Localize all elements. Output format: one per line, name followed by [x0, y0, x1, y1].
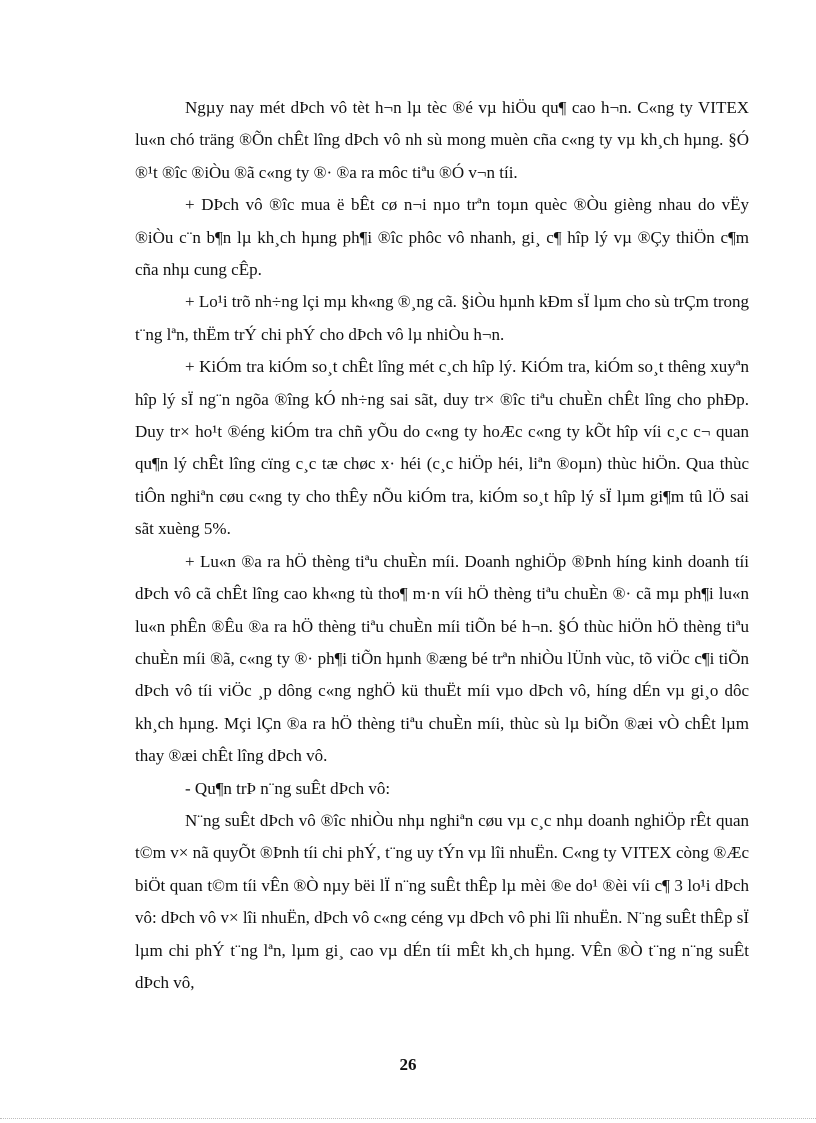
footer-divider	[0, 1118, 816, 1119]
paragraph-quality-control: + KiÓm tra kiÓm so¸t chÊt lîng mét c¸ch hîp lý. KiÓm tra, kiÓm so¸t thêng xuyªn hîp lý sÏ ng¨n ngõa ®îng kÓ nh÷ng sai sãt, duy tr× ®îc tiªu chuÈn chÊt lîng cho phÐp. Duy tr× ho¹t ®éng kiÓm tra chñ yÕu do c«ng ty hoÆc c«ng ty kÕt hîp víi c¸c c¬ quan qu¶n lý chÊt lîng cïng c¸c tæ chøc x· héi (c¸c hiÖp héi, liªn ®oµn) thùc hiÖn. Qua thùc tiÔn nghiªn cøu c«ng ty cho thÊy nÕu kiÓm tra, kiÓm so¸t hîp lý sÏ lµm gi¶m tû lÖ sai sãt xuèng 5%.	[135, 357, 749, 539]
section-heading-productivity: - Qu¶n trÞ n¨ng suÊt dÞch vô:	[185, 778, 391, 798]
paragraph-fast-service: + DÞch vô ®îc mua ë bÊt cø n¬i nµo trªn toµn quèc ®Òu gièng nhau do vËy ®iÒu c¨n b¶n lµ kh¸ch hµng ph¶i ®îc phôc vô nhanh, gi¸ c¶ hîp lý vµ ®Çy thiÖn c¶m cña nhµ cung cÊp.	[135, 195, 749, 280]
page-number: 26	[399, 1055, 417, 1074]
paragraph-eliminate-errors: + Lo¹i trõ nh÷ng lçi mµ kh«ng ®¸ng cã. §iÒu hµnh kÐm sÏ lµm cho sù trÇm trong t¨ng lªn, thËm trÝ chi phÝ cho dÞch vô lµ nhiÒu h¬n.	[135, 292, 749, 344]
body-text	[135, 92, 749, 999]
paragraph-new-standards: + Lu«n ®a ra hÖ thèng tiªu chuÈn míi. Doanh nghiÖp ®Þnh híng kinh doanh tíi dÞch vô cã chÊt lîng cao kh«ng tù tho¶ m·n víi hÖ thèng tiªu chuÈn ®· cã mµ ph¶i lu«n lu«n phÊn ®Êu ®a ra hÖ thèng tiªu chuÈn míi tiÕn bé h¬n. §Ó thùc hiÖn hÖ thèng tiªu chuÈn míi ®ã, c«ng ty ®· ph¶i tiÕn hµnh ®æng bé trªn nhiÒu lÜnh vùc, tõ viÖc c¶i tiÕn dÞch vô tíi viÖc ¸p dông c«ng nghÖ kü thuËt míi vµo dÞch vô, híng dÉn vµ gi¸o dôc kh¸ch hµng. Mçi lÇn ®a ra hÖ thèng tiªu chuÈn míi, thùc sù lµ biÕn ®æi vÒ chÊt lµm thay ®æi chÊt lîng dÞch vô.	[135, 551, 749, 766]
paragraph-productivity: N¨ng suÊt dÞch vô ®îc nhiÒu nhµ nghiªn cøu vµ c¸c nhµ doanh nghiÖp rÊt quan t©m v× nã quyÕt ®Þnh tíi chi phÝ, t¨ng uy tÝn vµ lîi nhuËn. C«ng ty VITEX còng ®Æc biÖt quan t©m tíi vÊn ®Ò nµy bëi lÏ n¨ng suÊt thÊp lµ mèi ®e do¹ ®èi víi c¶ 3 lo¹i dÞch vô: dÞch vô v× lîi nhuËn, dÞch vô c«ng céng vµ dÞch vô phi lîi nhuËn. N¨ng suÊt thÊp sÏ lµm chi phÝ t¨ng lªn, lµm gi¸ cao vµ dÉn tíi mÊt kh¸ch hµng. VÊn ®Ò t¨ng n¨ng suÊt dÞch vô,	[135, 810, 749, 992]
paragraph-intro: Ngµy nay mét dÞch vô tèt h¬n lµ tèc ®é vµ hiÖu qu¶ cao h¬n. C«ng ty VITEX lu«n chó träng ®Õn chÊt lîng dÞch vô nh sù mong muèn cña c«ng ty vµ kh¸ch hµng. §Ó ®¹t ®îc ®iÒu ®ã c«ng ty ®· ®a ra môc tiªu ®Ó v¬n tíi.	[135, 98, 749, 182]
